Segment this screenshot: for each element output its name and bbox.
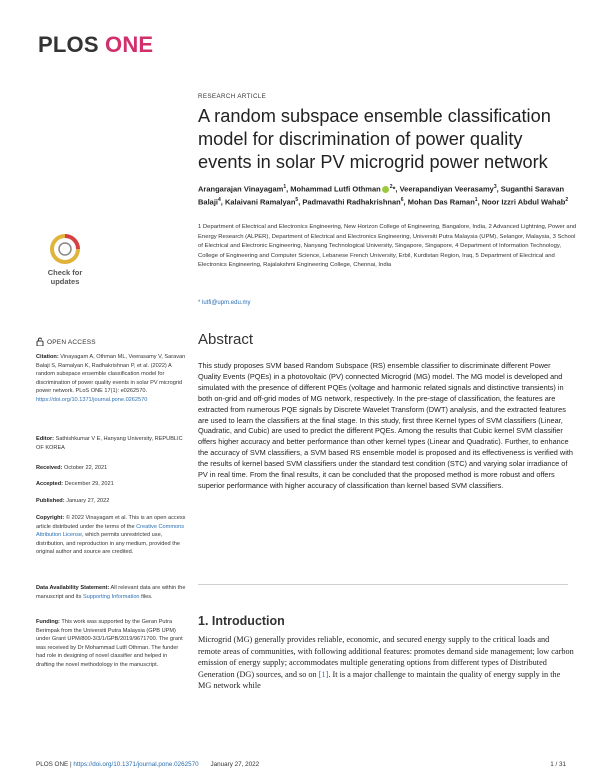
author-name: , Mohammad Lutfi Othman: [286, 184, 381, 194]
author-name: , Padmavathi Radhakrishnan: [298, 197, 401, 207]
check-for-updates-badge[interactable]: [40, 232, 90, 292]
data-availability-block: Data Availability Statement: All relevant data are within the manuscript and its Supporting Information files.: [36, 585, 186, 600]
author-affil-ref: 2: [389, 184, 393, 190]
author-affil-ref: 2: [565, 197, 569, 203]
page-footer: PLOS ONE | https://doi.org/10.1371/journal.pone.0262570 January 27, 2022 1 / 31: [36, 761, 566, 768]
citation-block: Citation: Vinayagam A, Othman ML, Veerasamy V, Saravan Balaji S, Ramalyan K, Radhakrishnan P, et al. (2022) A random subspace ensemble classification model for discrimination of power quality events in solar PV microgrid power network. PLoS ONE 17(1): e0262570. https://doi.org/10.1371/journal.pone.0262570: [36, 354, 186, 403]
article-type: RESEARCH ARTICLE: [198, 93, 267, 100]
article-title: A random subspace ensemble classification model for discrimination of power quality events in solar PV microgrid power network: [198, 106, 551, 172]
page-number: 1 / 31: [550, 761, 566, 768]
author-affil-ref: 6: [400, 197, 404, 203]
author-affil-ref: 4: [218, 197, 221, 203]
accepted-date: Accepted: December 29, 2021: [36, 481, 114, 487]
logo-one: ONE: [105, 32, 154, 57]
open-lock-icon: [36, 337, 44, 346]
author-name: , Suganthi Saravan Balaji: [198, 184, 565, 207]
author-list: [198, 182, 578, 208]
author-name: , Noor Izzri Abdul Wahab: [477, 197, 566, 207]
check-updates-label: Check for updates: [47, 268, 83, 286]
author-name: , Mohan Das Raman: [403, 197, 475, 207]
orcid-icon[interactable]: [382, 186, 389, 193]
author-affil-ref: 1: [283, 184, 287, 190]
journal-logo[interactable]: [38, 32, 153, 58]
affiliations: 1 Department of Electrical and Electronics Engineering, New Horizon College of Engineering, Bangalore, India, 2 Advanced Lightning, Power and Energy Research (ALPER), Department of Electrical and Electronics Engineering, Universiti Putra Malaysia (UPM), Selangor, Malaysia, 3 School of Electrical and Electronic Engineering, Nanyang Technological University, Singapore, Singapore, 4 Department of Information Technology, College of Engineering and Computer Science, Lebanese French University, Erbil, Kurdistan Region, Iraq, 5 Department of Electrical and Electronics Engineering, Rajalakshmi Engineering College, Chennai, India: [198, 224, 577, 268]
author-name: Arangarajan Vinayagam: [198, 184, 284, 194]
supporting-info-link[interactable]: Supporting Information: [82, 593, 140, 600]
author-affil-ref: 1: [474, 197, 478, 203]
footer-journal: PLOS ONE: [36, 761, 69, 768]
author-name: *, Veerapandiyan Veerasamy: [392, 184, 494, 194]
footer-date: January 27, 2022: [210, 761, 260, 768]
intro-heading: 1. Introduction: [198, 614, 285, 628]
footer-doi-link[interactable]: https://doi.org/10.1371/journal.pone.0262570: [73, 761, 199, 768]
author-affil-ref: 5: [295, 197, 299, 203]
logo-plos: PLOS: [38, 32, 99, 57]
citation-link[interactable]: [1]: [318, 669, 329, 679]
abstract-text: This study proposes SVM based Random Subspace (RS) ensemble classifier to discriminate different Power Quality Events (PQEs) in a photovoltaic (PV) connected Microgrid (MG) model. The MG model is developed and simulated with the presence of different PQEs (voltage and harmonic related signals and distinctive transients) in both on-grid and off-grid modes of MG network, respectively. In the pre-stage of classification, the features are extracted from numerous PQE signals by Discrete Wavelet Transform (DWT) analysis, and the extracted features are used to learn the classifiers at the final stage. In this study, first three Kernel types of SVM classifiers (Linear, Quadratic, and Cubic) are used to predict the different PQEs. Among the results that Cubic kernel SVM classifier offers higher accuracy and better performance than other kernel types (Linear and Quadratic). Further, to enhance the accuracy of SVM classifiers, a SVM based RS ensemble model is proposed and its effectiveness is verified with the results of kernel based SVM classifiers under the standard test condition (STC) and varying solar irradiance of PV in real time. From the final results, it can be concluded that the proposed method is more robust and offers superior performance with higher accuracy of classification than kernel based SVM classifiers.: [198, 361, 573, 490]
intro-text: Microgrid (MG) generally provides reliable, economic, and secured energy supply to the critical loads and remote areas of communities, with following additional features: promotes demand side management; low carbon emission of energy supply; accommodates multiple generating options from different types of Distributed Generation (DG) sources, and so on [1]. It is a major challenge to maintain the quality of energy supply in the MG network while: [198, 635, 574, 691]
funding-block: Funding: This work was supported by the Geran Putra Berimpak from the Universiti Putra Malaysia (GPB UPM) under Grant UPM/800-3/3/1/GPB/2019/9671700. The grant was received by Dr Mohammad Lutfi Othman. The funder had role in designing of novel classifier and helped in drafting the novel methodology in the manuscript.: [36, 619, 183, 668]
license-link[interactable]: Creative Commons Attribution License: [36, 523, 184, 539]
received-date: Received: October 22, 2021: [36, 465, 108, 471]
published-date: Published: January 27, 2022: [36, 498, 110, 504]
open-access-badge: OPEN ACCESS: [36, 337, 96, 346]
author-name: , Kalaivani Ramalyan: [220, 197, 296, 207]
author-affil-ref: 3: [493, 184, 497, 190]
section-divider: [198, 584, 568, 585]
citation-doi-link[interactable]: https://doi.org/10.1371/journal.pone.0262570: [36, 396, 148, 403]
corresponding-email[interactable]: * lutfi@upm.edu.my: [198, 300, 251, 306]
check-updates-icon: [40, 232, 90, 268]
editor-block: Editor: Sathishkumar V E, Hanyang University, REPUBLIC OF KOREA: [36, 436, 183, 451]
copyright-block: Copyright: © 2022 Vinayagam et al. This is an open access article distributed under the terms of the Creative Commons Attribution License, which permits unrestricted use, distribution, and reproduction in any medium, provided the original author and source are credited.: [36, 515, 186, 556]
abstract-heading: Abstract: [198, 331, 254, 348]
